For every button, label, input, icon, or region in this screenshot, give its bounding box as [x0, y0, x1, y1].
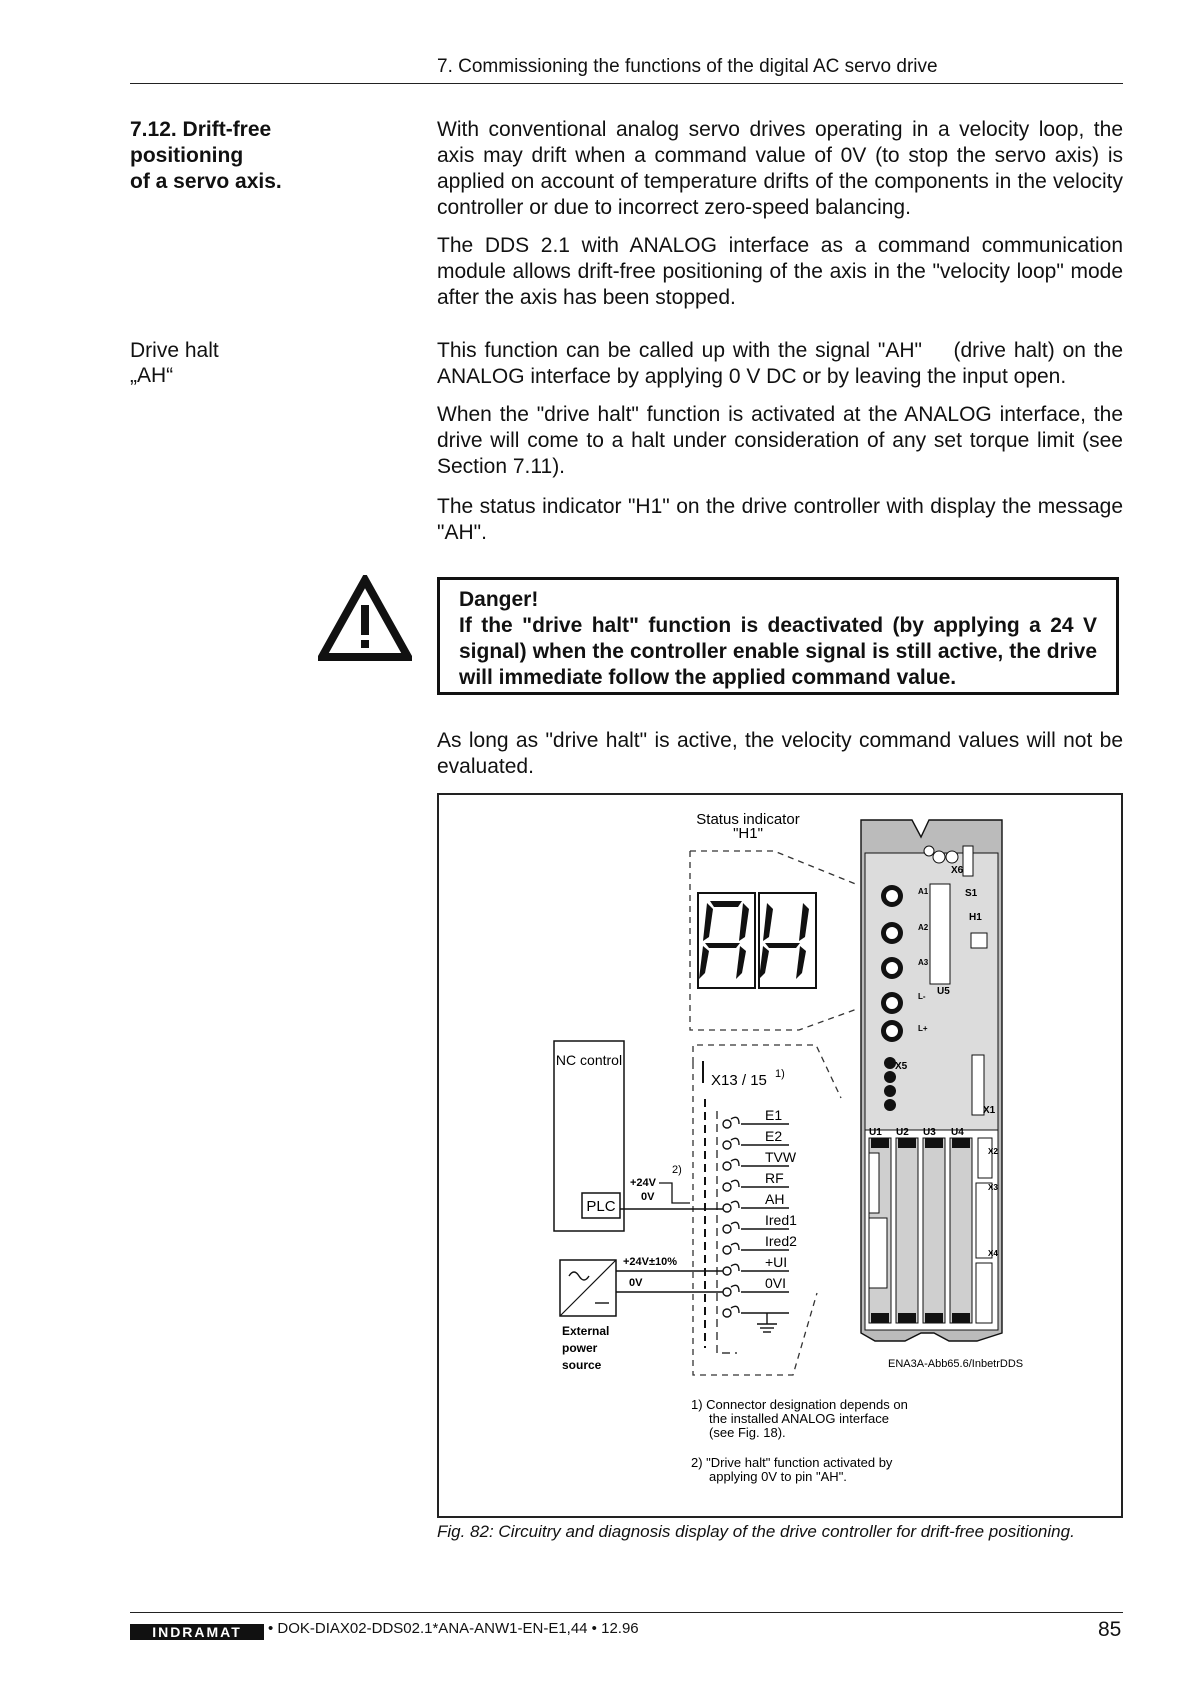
figure-caption: Fig. 82: Circuitry and diagnosis display of the drive controller for drift-free positioning. [437, 1522, 1075, 1541]
logo-text: INDRAMAT [152, 1624, 242, 1640]
drive-controller [861, 820, 1027, 1341]
danger-box [437, 577, 1119, 695]
note-line: applying 0V to pin "AH". [691, 1469, 847, 1484]
drive-label: X3 [988, 1183, 998, 1192]
pin-label: E2 [765, 1128, 783, 1144]
pin-label: +UI [765, 1254, 788, 1270]
pin-label: E1 [765, 1107, 783, 1123]
pin-label: Ired1 [765, 1212, 797, 1228]
nc-control-box [554, 1041, 624, 1231]
status-indicator-title: "H1" [733, 825, 763, 842]
drive-halt-switch-wire [659, 1183, 690, 1203]
section-title-line: of a servo axis. [130, 170, 282, 193]
nc-control-label: NC control [555, 1052, 623, 1068]
velocity-paragraph: As long as "drive halt" is active, the velocity command values will not be evaluated. [437, 729, 1123, 778]
connector-title: X13 / 15 [711, 1072, 767, 1089]
margin-note-line: „AH“ [130, 364, 174, 387]
drawing-reference: ENA3A-Abb65.6/InbetrDDS [888, 1358, 1024, 1370]
plc-label: PLC [586, 1198, 616, 1215]
pin-label: RF [765, 1170, 784, 1186]
drive-halt-paragraph-3: The status indicator "H1" on the drive controller with display the message "AH". [437, 495, 1123, 544]
drive-halt-paragraph-2: When the "drive halt" function is activated at the ANALOG interface, the drive will come to a halt under consideration of any set torque limit (see Section 7.11). [437, 403, 1123, 478]
psu-label: External [562, 1324, 610, 1338]
note-line: 2) "Drive halt" function activated by [691, 1455, 893, 1470]
margin-note-line: Drive halt [130, 339, 219, 362]
circuit-diagram [437, 793, 1123, 1518]
drive-label: A3 [918, 958, 929, 967]
note-line: (see Fig. 18). [691, 1425, 786, 1440]
note-line: 1) Connector designation depends on [691, 1397, 908, 1412]
drive-label: A1 [918, 887, 929, 896]
psu-24v-label: +24V±10% [623, 1256, 678, 1268]
drive-label: A2 [918, 923, 929, 932]
section-title-line: 7.12. Drift-free [130, 118, 272, 141]
connector-note: 1) [775, 1068, 785, 1080]
status-indicator-title: Status indicator [696, 811, 800, 828]
seven-segment-display [698, 893, 816, 988]
display-message: AH [757, 943, 759, 944]
drive-label: L+ [918, 1024, 928, 1033]
section-title-line: positioning [130, 144, 244, 167]
drive-label: U5 [937, 986, 950, 997]
drive-label: L- [918, 992, 926, 1001]
drive-label: U4 [951, 1127, 964, 1138]
drive-label: X6 [951, 865, 964, 876]
drive-label: X5 [895, 1061, 908, 1072]
drive-label: H1 [969, 912, 982, 923]
note-2-marker: 2) [672, 1164, 682, 1176]
drive-label: U1 [869, 1127, 882, 1138]
note-line: the installed ANALOG interface [691, 1411, 889, 1426]
drive-label: U3 [923, 1127, 936, 1138]
intro-paragraph-1: With conventional analog servo drives operating in a velocity loop, the axis may drift when a command value of 0V (to stop the servo axis) is applied on account of temperature drifts of the components in the velocity controller or due to incorrect zero-speed balancing. [437, 118, 1123, 219]
psu-label: power [562, 1341, 598, 1355]
document-id: • DOK-DIAX02-DDS02.1*ANA-ANW1-EN-E1,44 • 12.96 [268, 1620, 639, 1637]
drive-label: S1 [965, 888, 978, 899]
section-title [130, 117, 282, 195]
psu-label: source [562, 1358, 602, 1372]
danger-text: If the "drive halt" function is deactivated (by applying a 24 V signal) when the controller enable signal is still active, the drive will immediate follow the applied command value. [459, 614, 1097, 689]
pin-label: AH [765, 1191, 785, 1207]
plc-0v-label: 0V [641, 1191, 655, 1203]
plc-24v-label: +24V [630, 1177, 656, 1189]
drive-label: X2 [988, 1147, 998, 1156]
pin-label: Ired2 [765, 1233, 797, 1249]
pin-label: TVW [765, 1149, 797, 1165]
drive-label: U2 [896, 1127, 909, 1138]
drive-label: X4 [988, 1249, 998, 1258]
header-rule [130, 83, 1123, 84]
danger-title: Danger! [459, 588, 539, 611]
drive-halt-margin-note [130, 338, 219, 388]
pin-label: 0VI [765, 1275, 787, 1291]
drive-halt-paragraph-1: This function can be called up with the signal "AH" (drive halt) on the ANALOG interface by applying 0 V DC or by leaving the input open. [437, 339, 1128, 388]
chapter-header: 7. Commissioning the functions of the digital AC servo drive [437, 56, 938, 77]
indramat-logo [130, 1624, 264, 1640]
footer-rule [130, 1612, 1123, 1613]
power-source [560, 1260, 616, 1316]
intro-paragraph-2: The DDS 2.1 with ANALOG interface as a command communication module allows drift-free positioning of the axis in the "velocity loop" mode after the axis has been stopped. [437, 234, 1123, 309]
page-number: 85 [1098, 1618, 1122, 1641]
drive-label: X1 [983, 1105, 996, 1116]
warning-triangle-icon [318, 575, 412, 661]
connector-outline [693, 1045, 841, 1375]
psu-0v-label: 0V [629, 1277, 643, 1289]
